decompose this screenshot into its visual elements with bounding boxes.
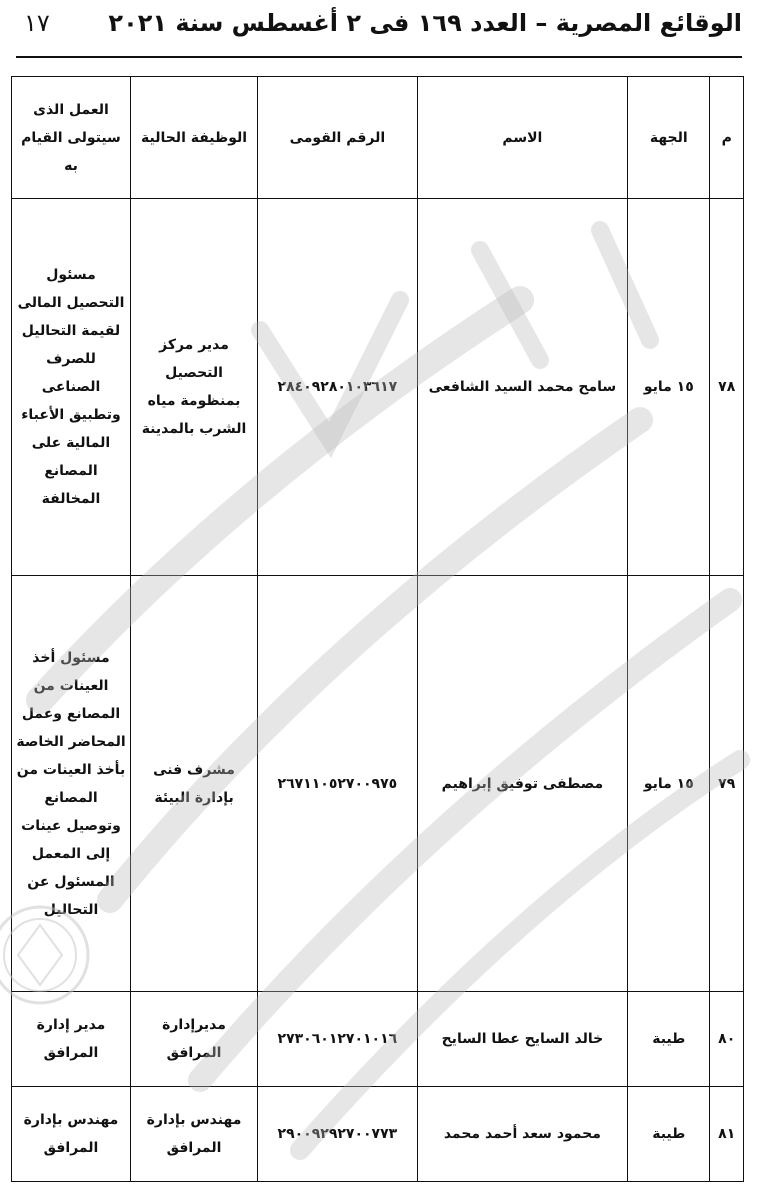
- table-row: [12, 1087, 744, 1182]
- cell-assigned-work: مسئول أخذ العينات من المصانع وعمل المحاضر الخاصة بأخذ العينات من المصانع وتوصيل عينات إلى المعمل المسئول عن التحاليل: [12, 576, 131, 992]
- cell-m: ٧٨: [710, 199, 744, 576]
- cell-current-job: مهندس بإدارة المرافق: [130, 1087, 257, 1182]
- cell-assigned-work: مدير إدارة المرافق: [12, 992, 131, 1087]
- col-header-name: الاسم: [417, 77, 627, 199]
- cell-national-id: ٢٨٤٠٩٢٨٠١٠٣٦١٧: [258, 199, 418, 576]
- col-header-m: م: [710, 77, 744, 199]
- cell-name: محمود سعد أحمد محمد: [417, 1087, 627, 1182]
- cell-national-id: ٢٧٣٠٦٠١٢٧٠١٠١٦: [258, 992, 418, 1087]
- col-header-current-job: الوظيفة الحالية: [130, 77, 257, 199]
- cell-name: مصطفى توفيق إبراهيم: [417, 576, 627, 992]
- cell-m: ٨١: [710, 1087, 744, 1182]
- col-header-national-id: الرقم القومى: [258, 77, 418, 199]
- cell-m: ٨٠: [710, 992, 744, 1087]
- cell-current-job: مشرف فنى بإدارة البيئة: [130, 576, 257, 992]
- table-row: [12, 992, 744, 1087]
- table-row: [12, 576, 744, 992]
- cell-national-id: ٢٦٧١١٠٥٢٧٠٠٩٧٥: [258, 576, 418, 992]
- cell-m: ٧٩: [710, 576, 744, 992]
- cell-current-job: مدير مركز التحصيل بمنظومة مياه الشرب بالمدينة: [130, 199, 257, 576]
- cell-assigned-work: مسئول التحصيل المالى لقيمة التحاليل للصرف الصناعى وتطبيق الأعباء المالية على المصانع المخالفة: [12, 199, 131, 576]
- cell-assigned-work: مهندس بإدارة المرافق: [12, 1087, 131, 1182]
- gazette-title: الوقائع المصرية – العدد ١٦٩ فى ٢ أغسطس سنة ٢٠٢١: [108, 9, 742, 37]
- cell-name: سامح محمد السيد الشافعى: [417, 199, 627, 576]
- page-number: ١٧: [24, 9, 50, 37]
- cell-dept: ١٥ مايو: [628, 576, 710, 992]
- cell-dept: ١٥ مايو: [628, 199, 710, 576]
- cell-dept: طيبة: [628, 992, 710, 1087]
- cell-dept: طيبة: [628, 1087, 710, 1182]
- header-rule: [16, 56, 742, 58]
- cell-current-job: مديرإدارة المرافق: [130, 992, 257, 1087]
- personnel-table: [11, 76, 744, 1182]
- table-row: [12, 199, 744, 576]
- cell-name: خالد السايح عطا السايح: [417, 992, 627, 1087]
- page-header: [16, 6, 742, 46]
- col-header-assigned-work: العمل الذى سيتولى القيام به: [12, 77, 131, 199]
- col-header-dept: الجهة: [628, 77, 710, 199]
- table-header-row: [12, 77, 744, 199]
- cell-national-id: ٢٩٠٠٩٢٩٢٧٠٠٧٧٣: [258, 1087, 418, 1182]
